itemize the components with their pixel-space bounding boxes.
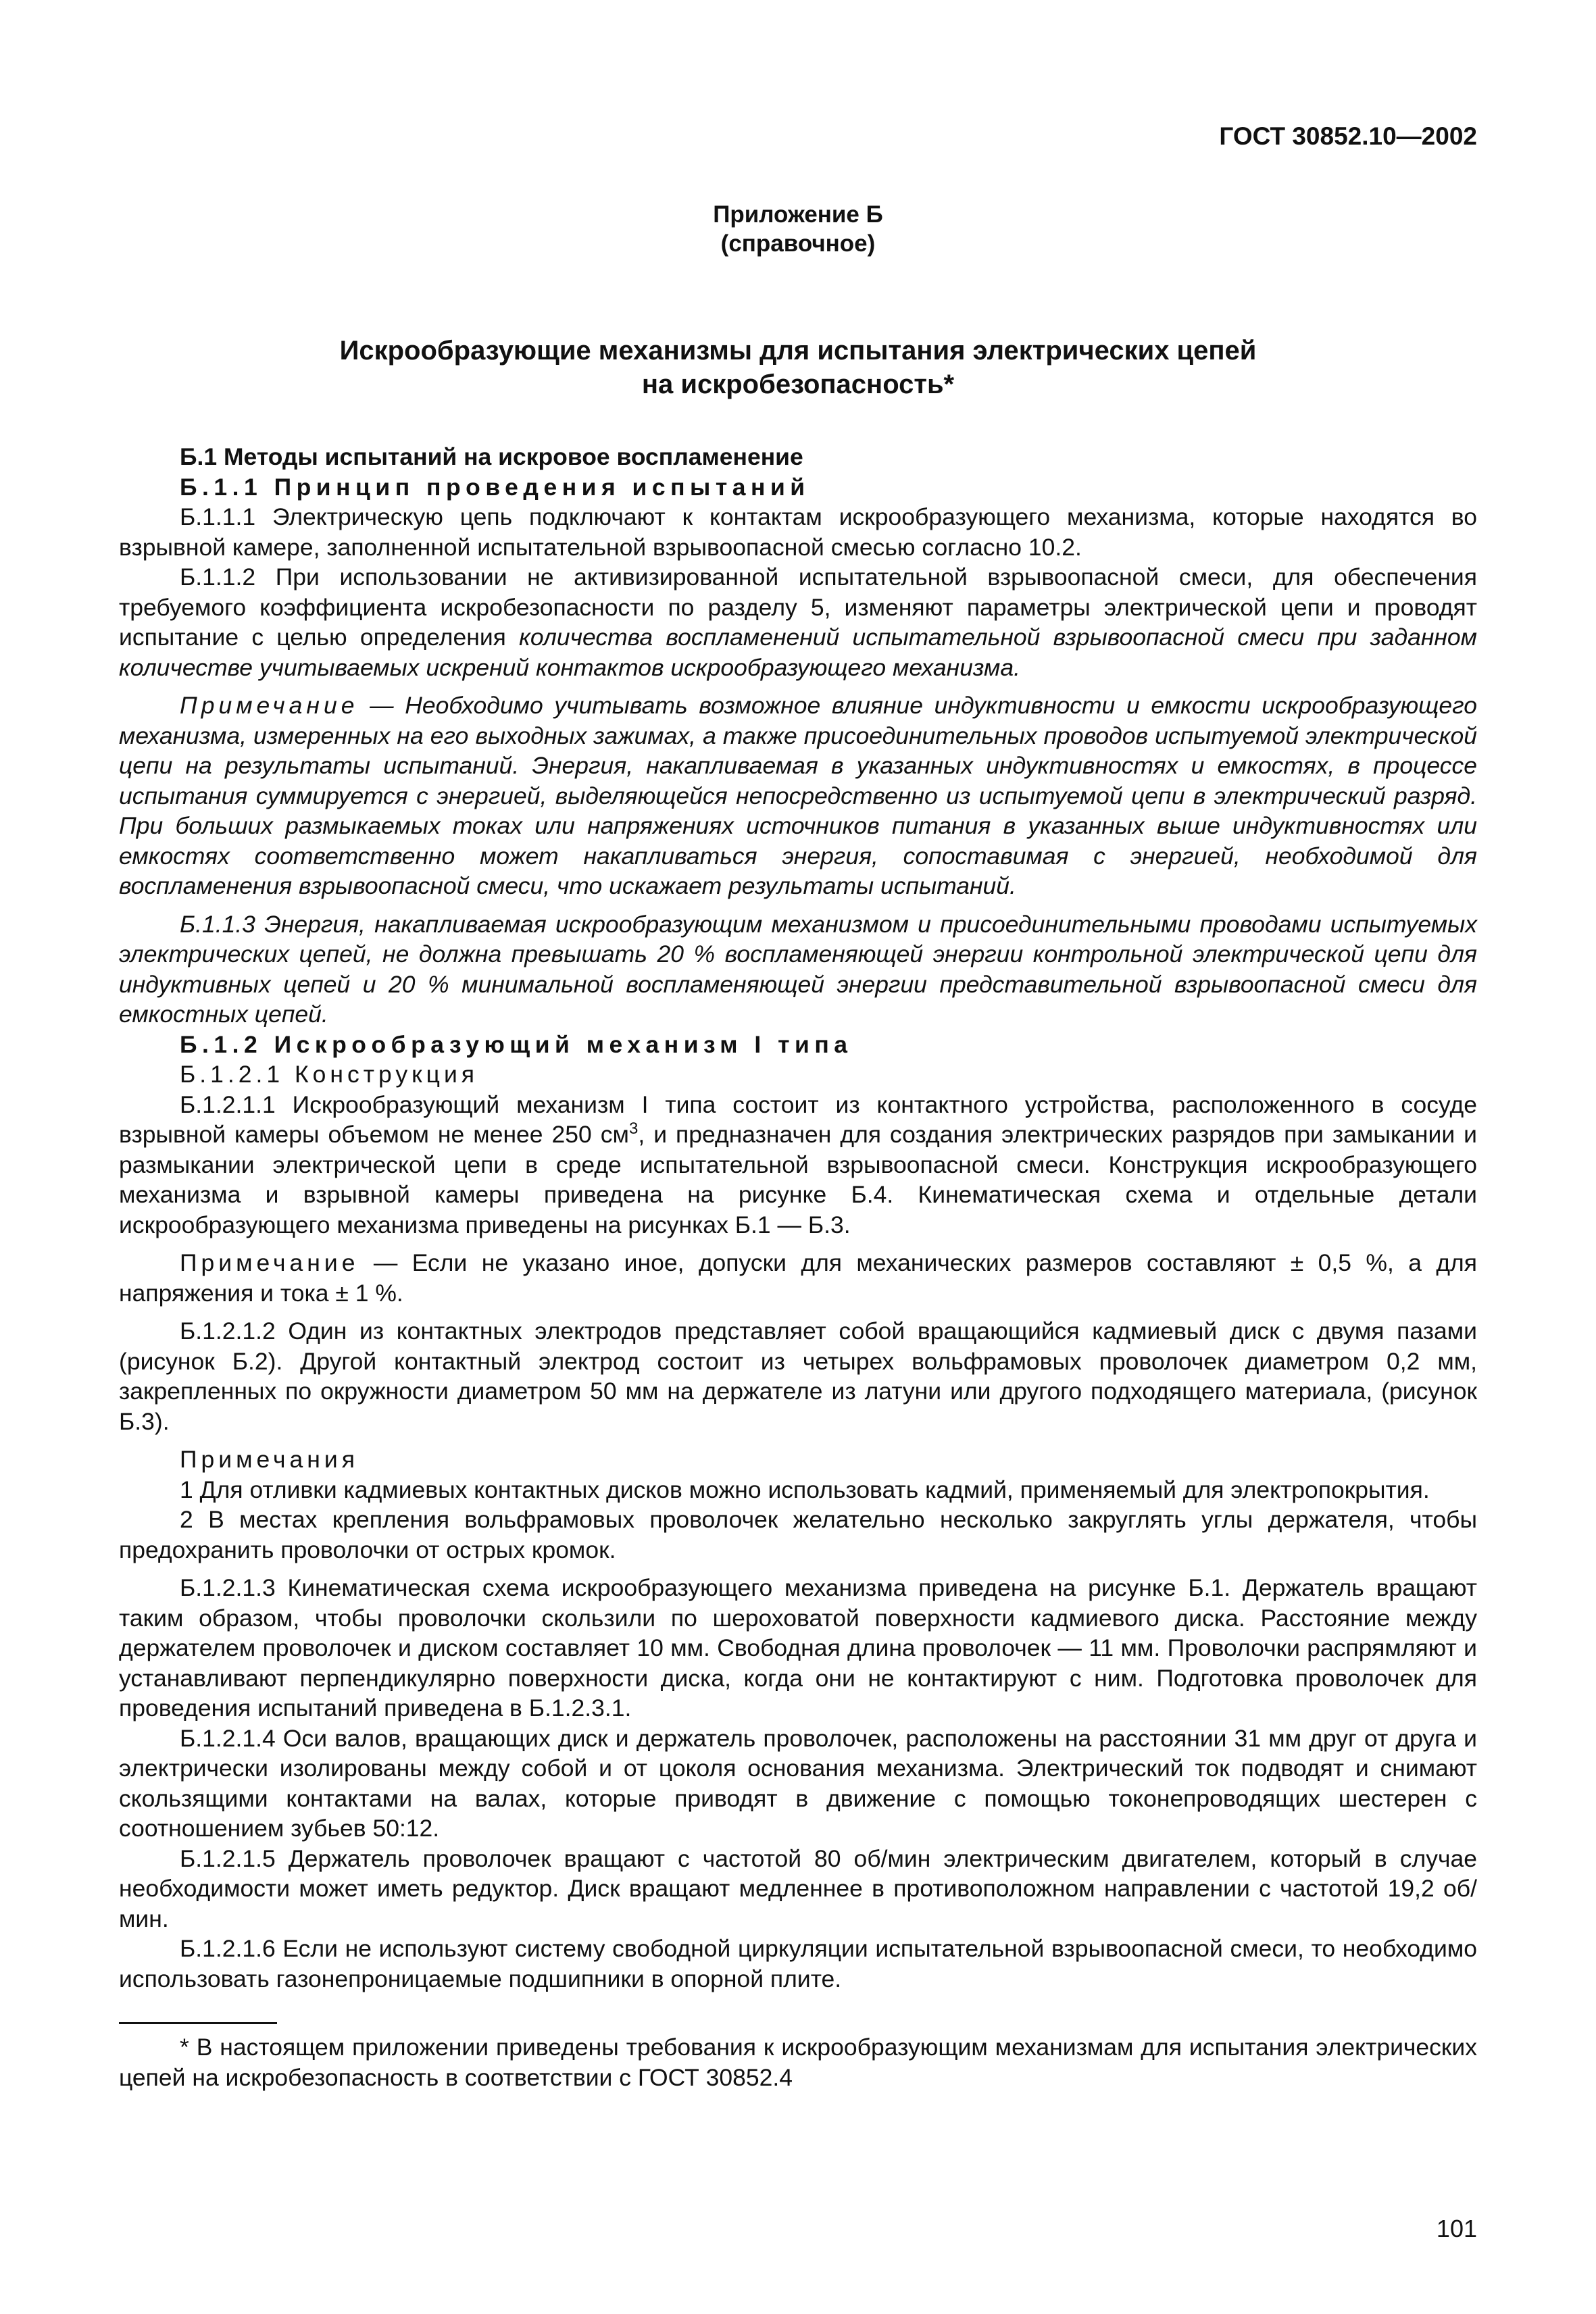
paragraph-b1-2-1-1-text-b: , и предназначен для создания электрических разрядов при замыкании и размыкании электрической цепи в среде испытательной взрывоопасной смеси. Конструкция искрообразующего механизма и взрывной камеры приведена на рисунке Б.4. Кинематическая схема и отдельные детали искрообразующего механизма приведены на рисунках Б.1 — Б.3. <box>119 1121 1477 1238</box>
note-2-label: Примечание <box>180 1249 359 1276</box>
section-b12-heading: Б.1.2 Искрообразующий механизм I типа <box>180 1030 853 1058</box>
note-item-1: 1 Для отливки кадмиевых контактных дисков можно использовать кадмий, применяемый для электропокрытия. <box>180 1476 1430 1503</box>
paragraph-b1-1-1: Б.1.1.1 Электрическую цепь подключают к контактам искрообразующего механизма, которые находятся во взрывной камере, заполненной испытательной взрывоопасной смесью согласно 10.2. <box>119 503 1477 561</box>
note-2 <box>119 1248 1477 1308</box>
note-1-label: Примечание <box>180 692 359 719</box>
section-b11-heading: Б.1.1 Принцип проведения испытаний <box>180 473 810 501</box>
superscript-cubic: 3 <box>628 1120 639 1138</box>
appendix-kind: (справочное) <box>720 230 876 257</box>
document-code: ГОСТ 30852.10—2002 <box>1219 122 1477 150</box>
appendix-title-line2: на искробезопасность* <box>641 370 955 399</box>
paragraph-b1-2-1-2: Б.1.2.1.2 Один из контактных электродов представляет собой вращающийся кадмиевый диск с двумя пазами (рисунок Б.2). Другой контактный электрод состоит из четырех вольфрамовых проволочек диаметром 0,2 мм, закрепленных по окружности диаметром 50 мм на держателе из латуни или другого подходящего материала, (рисунок Б.3). <box>119 1317 1477 1435</box>
paragraph-b1-2-1-1-text-a: Б.1.2.1.1 Искрообразующий механизм I типа состоит из контактного устройства, расположенного в сосуде взрывной камеры объемом не менее 250 см <box>119 1090 1477 1148</box>
section-b1-heading: Б.1 Методы испытаний на искровое воспламенение <box>180 443 803 470</box>
appendix-title-line1: Искрообразующие механизмы для испытания электрических цепей <box>339 336 1257 366</box>
paragraph-b1-2-1-3: Б.1.2.1.3 Кинематическая схема искрообразующего механизма приведена на рисунке Б.1. Держатель вращают таким образом, чтобы проволочки скользили по шероховатой поверхности кадмиевого диска. Расстояние между держателем проволочек и диском составляет 10 мм. Свободная длина проволочек — 11 мм. Проволочки распрямляют и устанавливают перпендикулярно поверхности диска, когда они не контактируют с ним. Подготовка проволочек для проведения испытаний приведена в Б.1.2.3.1. <box>119 1574 1477 1721</box>
appendix-label: Приложение Б <box>713 201 883 228</box>
paragraph-b1-2-1-4: Б.1.2.1.4 Оси валов, вращающих диск и держатель проволочек, расположены на расстоянии 31 мм друг от друга и электрически изолированы между собой и от цоколя основания механизма. Электрический ток подводят и снимают скользящими контактами на валах, которые приводят в движение с помощью токонепроводящих шестерен с соотношением зубьев 50:12. <box>119 1724 1477 1842</box>
note-2-text: — Если не указано иное, допуски для механических размеров составляют ± 0,5 %, а для напряжения и тока ± 1 %. <box>119 1249 1477 1307</box>
paragraph-b1-2-1-6: Б.1.2.1.6 Если не используют систему свободной циркуляции испытательной взрывоопасной смеси, то необходимо использовать газонепроницаемые подшипники в опорной плите. <box>119 1935 1477 1992</box>
footnote: * В настоящем приложении приведены требования к искрообразующим механизмам для испытания электрических цепей на искробезопасность в соответствии с ГОСТ 30852.4 <box>119 2034 1477 2091</box>
paragraph-b1-1-2-text: Б.1.1.2 При использовании не активизированной испытательной взрывоопасной смеси, для обеспечения требуемого коэффициента искробезопасности по разделу 5, изменяют параметры электрической цепи и проводят испытание с целью определения <box>119 563 1477 651</box>
paragraph-b1-1-3: Б.1.1.3 Энергия, накапливаемая искрообразующим механизмом и присоединительными проводами испытуемых электрических цепей, не должна превышать 20 % воспламеняющей энергии контрольной электрической цепи для индуктивных цепей и 20 % минимальной воспламеняющей энергии представительной взрывоопасной смеси для емкостных цепей. <box>119 910 1477 1028</box>
footnote-rule <box>119 2022 277 2024</box>
notes-label: Примечания <box>180 1446 359 1473</box>
paragraph-b1-2-1-1 <box>119 1090 1477 1240</box>
paragraph-b1-2-1-5: Б.1.2.1.5 Держатель проволочек вращают с частотой 80 об/мин электрическим двигателем, который в случае необходимости может иметь редуктор. Диск вращают медленнее в противоположном направлении с частотой 19,2 об/мин. <box>119 1844 1477 1932</box>
note-1-text: — Необходимо учитывать возможное влияние индуктивности и емкости искрообразующего механизма, измеренных на его выходных зажимах, а также присоединительных проводов испытуемой электрической цепи на результаты испытаний. Энергия, накапливаемая в указанных индуктивностях и емкостях, в процессе испытания суммируется с энергией, выделяющейся непосредственно из испытуемой цепи в электрический разряд. При больших размыкаемых токах или напряжениях источников питания в указанных выше индуктивностях или емкостях соответственно может накапливаться энергия, сопоставимая с энергией, необходимой для воспламенения взрывоопасной смеси, что искажает результаты испытаний. <box>119 692 1477 899</box>
page-number: 101 <box>1436 2215 1477 2242</box>
paragraph-b1-1-2-italic: количества воспламенений испытательной взрывоопасной смеси при заданном количестве учитываемых искрений контактов искрообразующего механизма. <box>119 624 1477 681</box>
note-1 <box>119 690 1477 901</box>
section-b121-heading: Б.1.2.1 Конструкция <box>180 1061 479 1088</box>
paragraph-b1-1-2 <box>119 562 1477 682</box>
appendix-title <box>119 334 1477 401</box>
document-page <box>119 122 1477 2092</box>
note-item-2: 2 В местах крепления вольфрамовых проволочек желательно несколько закруглять углы держателя, чтобы предохранить проволочки от острых кромок. <box>119 1506 1477 1563</box>
